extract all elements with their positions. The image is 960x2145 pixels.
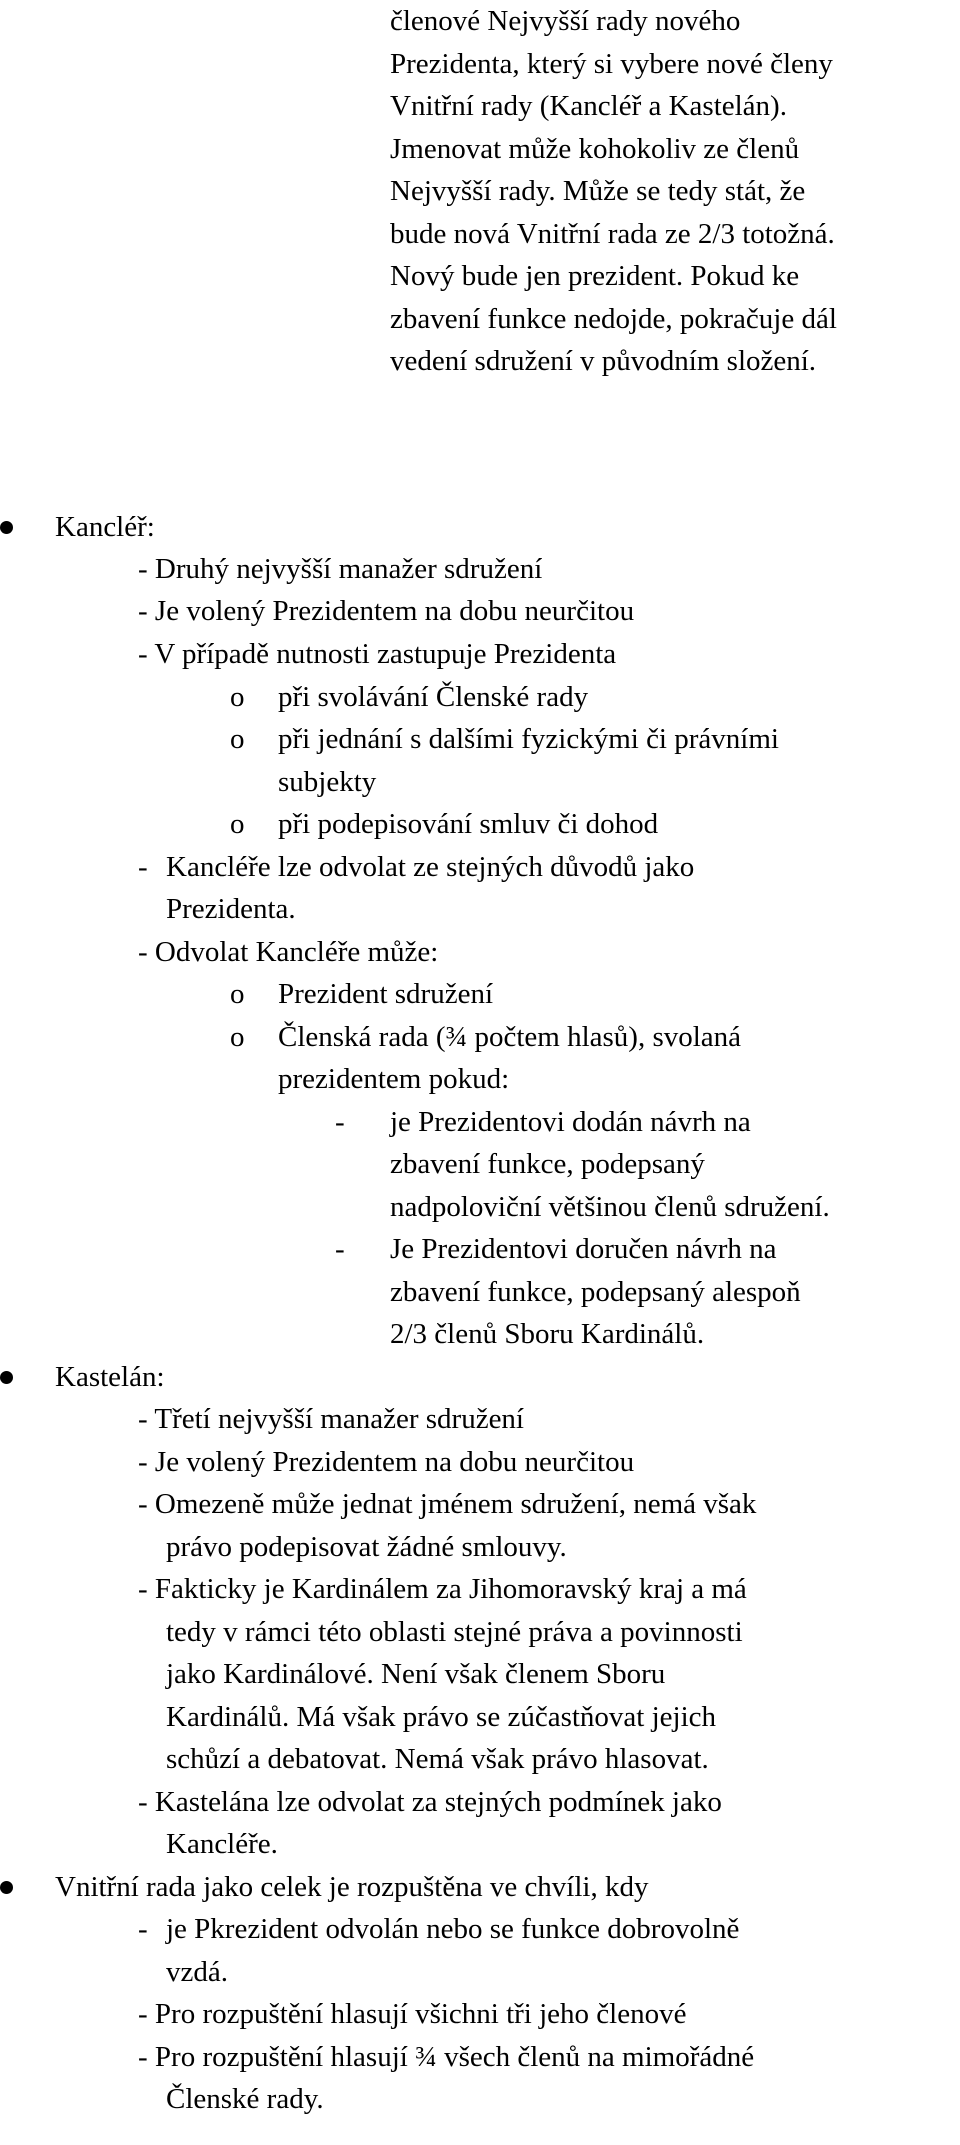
list-item-continuation: vzdá. [166, 1956, 228, 1988]
sub-item: při svolávání Členské rady [278, 681, 589, 713]
intro-line: Nový bude jen prezident. Pokud ke [390, 260, 800, 292]
circle-bullet-icon: o [230, 723, 245, 755]
section-heading: Kastelán: [55, 1361, 165, 1393]
sub-item: při podepisování smluv či dohod [278, 808, 659, 840]
list-item: - Fakticky je Kardinálem za Jihomoravský kraj a má [138, 1573, 747, 1605]
dash-marker: - [335, 1106, 345, 1138]
list-item-continuation: jako Kardinálové. Není však členem Sboru [166, 1658, 666, 1690]
dash-marker: - [138, 1913, 148, 1945]
intro-line: Jmenovat může kohokoliv ze členů [390, 132, 800, 165]
list-item: - Druhý nejvyšší manažer sdružení [138, 553, 543, 585]
intro-paragraph [390, 0, 950, 383]
list-item: - V případě nutnosti zastupuje Prezidenta [138, 638, 617, 670]
circle-bullet-icon: o [230, 681, 245, 713]
sub-item: Členská rada (¾ počtem hlasů), svolaná [278, 1021, 742, 1053]
bullet-icon [0, 1371, 13, 1384]
intro-line: bude nová Vnitřní rada ze 2/3 totožná. [390, 217, 835, 250]
list-item: - Pro rozpuštění hlasují všichni tři jeho členové [138, 1998, 687, 2030]
sub-item-continuation: prezidentem pokud: [278, 1063, 510, 1095]
list-item-continuation: tedy v rámci této oblasti stejné práva a povinnosti [166, 1616, 743, 1648]
circle-bullet-icon: o [230, 978, 245, 1010]
sub-item-continuation: subjekty [278, 766, 377, 798]
sub-item: při jednání s dalšími fyzickými či právními [278, 723, 779, 755]
condition-item-continuation: nadpoloviční většinou členů sdružení. [390, 1191, 830, 1223]
condition-item-continuation: 2/3 členů Sboru Kardinálů. [390, 1318, 705, 1350]
bullet-icon [0, 1881, 13, 1894]
condition-item-continuation: zbavení funkce, podepsaný alespoň [390, 1276, 801, 1308]
list-item-continuation: Kancléře. [166, 1828, 278, 1860]
list-item: - Odvolat Kancléře může: [138, 936, 439, 968]
list-item: - Kastelána lze odvolat za stejných podmínek jako [138, 1786, 722, 1818]
dash-marker: - [335, 1233, 345, 1265]
circle-bullet-icon: o [230, 1021, 245, 1053]
intro-line: vedení sdružení v původním složení. [390, 345, 817, 377]
list-item-continuation: Členské rady. [166, 2083, 324, 2115]
list-item-continuation: schůzí a debatovat. Nemá však právo hlasovat. [166, 1743, 709, 1775]
section-heading: Vnitřní rada jako celek je rozpuštěna ve chvíli, kdy [55, 1871, 649, 1903]
list-item: - Pro rozpuštění hlasují ¾ všech členů na mimořádné [138, 2041, 755, 2073]
section-heading: Kancléř: [55, 511, 155, 543]
intro-line: zbavení funkce nedojde, pokračuje dál [390, 302, 837, 335]
dash-marker: - [138, 851, 148, 883]
condition-item: je Prezidentovi dodán návrh na [390, 1106, 751, 1138]
intro-line: Vnitřní rady (Kancléř a Kastelán). [390, 90, 787, 122]
bullet-icon [0, 521, 13, 534]
list-item-continuation: Kardinálů. Má však právo se zúčastňovat jejich [166, 1701, 717, 1733]
list-item-continuation: právo podepisovat žádné smlouvy. [166, 1531, 567, 1563]
condition-item: Je Prezidentovi doručen návrh na [390, 1233, 777, 1265]
list-item: Kancléře lze odvolat ze stejných důvodů jako [166, 851, 695, 883]
intro-line: Prezidenta, který si vybere nové členy [390, 47, 833, 80]
list-item: - Omezeně může jednat jménem sdružení, nemá však [138, 1488, 757, 1520]
sub-item: Prezident sdružení [278, 978, 494, 1010]
condition-item-continuation: zbavení funkce, podepsaný [390, 1148, 705, 1180]
list-item: je Pkrezident odvolán nebo se funkce dobrovolně [166, 1913, 740, 1945]
list-item: - Je volený Prezidentem na dobu neurčitou [138, 1446, 635, 1478]
list-item-continuation: Prezidenta. [166, 893, 296, 925]
list-item: - Třetí nejvyšší manažer sdružení [138, 1403, 524, 1435]
list-item: - Je volený Prezidentem na dobu neurčitou [138, 595, 635, 627]
intro-line: Nejvyšší rady. Může se tedy stát, že [390, 175, 806, 207]
circle-bullet-icon: o [230, 808, 245, 840]
intro-line: členové Nejvyšší rady nového [390, 5, 741, 37]
